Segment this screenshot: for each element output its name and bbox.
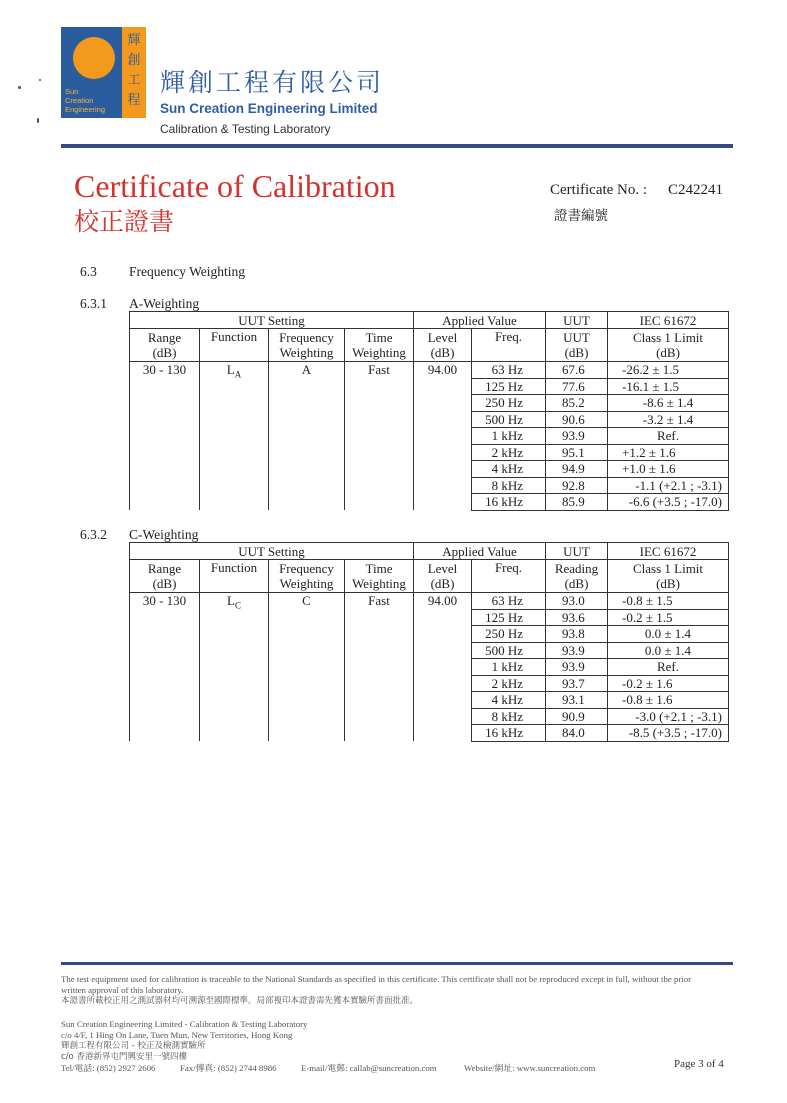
header-time-weighting: Time Weighting: [345, 560, 414, 593]
reading-cell: 93.8: [546, 626, 608, 643]
reading-cell: 93.0: [546, 593, 608, 610]
subsection-title: A-Weighting: [129, 296, 200, 311]
header-uut: UUT: [546, 543, 608, 560]
reading-cell: 93.9: [546, 642, 608, 659]
company-logo: [61, 27, 146, 118]
level-cell: 94.00: [414, 362, 472, 511]
reading-cell: 94.9: [546, 461, 608, 478]
footer-email[interactable]: E-mail/電郵: callab@suncreation.com: [301, 1063, 437, 1073]
freq-cell: 16 kHz: [472, 494, 546, 511]
freq-cell: 500 Hz: [472, 642, 546, 659]
freq-cell: 63 Hz: [472, 593, 546, 610]
header-rule: [61, 144, 733, 148]
reading-cell: 85.2: [546, 395, 608, 412]
level-cell: 94.00: [414, 593, 472, 742]
header-iec: IEC 61672: [608, 543, 729, 560]
freq-cell: 250 Hz: [472, 626, 546, 643]
reading-cell: 93.9: [546, 428, 608, 445]
header-uut: UUT: [546, 312, 608, 329]
header-reading: UUT (dB): [546, 329, 608, 362]
header-class-limit: Class 1 Limit (dB): [608, 560, 729, 593]
footer-fax: Fax/傳真: (852) 2744 8986: [180, 1063, 277, 1073]
header-range: Range (dB): [130, 329, 200, 362]
header-freq: Freq.: [472, 329, 546, 362]
header-function: Function: [200, 329, 269, 362]
reading-cell: 92.8: [546, 477, 608, 494]
footer-tel: Tel/電話: (852) 2927 2606: [61, 1063, 156, 1073]
header-class-limit: Class 1 Limit (dB): [608, 329, 729, 362]
reading-cell: 67.6: [546, 362, 608, 379]
footer-address: Sun Creation Engineering Limited - Calibration & Testing Laboratory c/o 4/F, 1 Hing On Lane, Tuen Mun, New Territories, Hong Kong 輝創工程有限公司 - 校正及檢測實驗所 c/o 香港新界屯門興安里一號四樓: [61, 1019, 308, 1062]
reading-cell: 85.9: [546, 494, 608, 511]
company-name-english: Sun Creation Engineering Limited: [160, 101, 378, 116]
header-range: Range (dB): [130, 560, 200, 593]
logo-text: Sun Creation Engineering: [65, 87, 106, 114]
freq-cell: 500 Hz: [472, 411, 546, 428]
freq-cell: 16 kHz: [472, 725, 546, 742]
function-cell: $L_A$: [200, 362, 269, 511]
header-freq: Freq.: [472, 560, 546, 593]
weighting-cell: C: [269, 593, 345, 742]
limit-cell: -26.2 ± 1.5: [608, 362, 729, 379]
certificate-title-chinese: 校正證書: [74, 207, 175, 236]
header-applied-value: Applied Value: [414, 543, 546, 560]
scan-speck: [39, 79, 41, 81]
subsection-number: 6.3.1: [80, 296, 107, 311]
freq-cell: 250 Hz: [472, 395, 546, 412]
limit-cell: 0.0 ± 1.4: [608, 626, 729, 643]
header-level: Level (dB): [414, 560, 472, 593]
certificate-number-label-chinese: 證書編號: [554, 208, 608, 224]
limit-cell: Ref.: [608, 659, 729, 676]
footer-website[interactable]: Website/網址: www.suncreation.com: [464, 1063, 596, 1073]
freq-cell: 2 kHz: [472, 444, 546, 461]
weighting-cell: A: [269, 362, 345, 511]
logo-sun: [73, 37, 115, 79]
limit-cell: +1.0 ± 1.6: [608, 461, 729, 478]
range-cell: 30 - 130: [130, 362, 200, 511]
freq-cell: 1 kHz: [472, 659, 546, 676]
limit-cell: -0.8 ± 1.5: [608, 593, 729, 610]
freq-cell: 4 kHz: [472, 461, 546, 478]
freq-cell: 8 kHz: [472, 477, 546, 494]
header-time-weighting: Time Weighting: [345, 329, 414, 362]
header-function: Function: [200, 560, 269, 593]
limit-cell: -1.1 (+2.1 ; -3.1): [608, 477, 729, 494]
time-weighting-cell: Fast: [345, 593, 414, 742]
range-cell: 30 - 130: [130, 593, 200, 742]
header-frequency-weighting: Frequency Weighting: [269, 329, 345, 362]
certificate-number-label: Certificate No. :: [550, 182, 648, 198]
freq-cell: 8 kHz: [472, 708, 546, 725]
limit-cell: -0.2 ± 1.6: [608, 675, 729, 692]
freq-cell: 1 kHz: [472, 428, 546, 445]
header-iec: IEC 61672: [608, 312, 729, 329]
scan-speck: [18, 86, 21, 89]
limit-cell: -3.0 (+2.1 ; -3.1): [608, 708, 729, 725]
limit-cell: -3.2 ± 1.4: [608, 411, 729, 428]
limit-cell: Ref.: [608, 428, 729, 445]
certificate-number: C242241: [668, 182, 724, 198]
a-weighting-table: [129, 311, 729, 511]
limit-cell: -16.1 ± 1.5: [608, 378, 729, 395]
scan-speck: [37, 118, 39, 123]
limit-cell: -8.5 (+3.5 ; -17.0): [608, 725, 729, 742]
header-applied-value: Applied Value: [414, 312, 546, 329]
header-uut-setting: UUT Setting: [130, 543, 414, 560]
reading-cell: 93.9: [546, 659, 608, 676]
limit-cell: -6.6 (+3.5 ; -17.0): [608, 494, 729, 511]
header-uut-setting: UUT Setting: [130, 312, 414, 329]
logo-chinese-chars: 輝 創 工 程: [127, 33, 141, 108]
reading-cell: 84.0: [546, 725, 608, 742]
header-level: Level (dB): [414, 329, 472, 362]
reading-cell: 93.1: [546, 692, 608, 709]
table-row: [130, 362, 729, 379]
header-reading: Reading (dB): [546, 560, 608, 593]
footer-rule: [61, 962, 733, 965]
header-frequency-weighting: Frequency Weighting: [269, 560, 345, 593]
c-weighting-table: [129, 542, 729, 742]
limit-cell: -8.6 ± 1.4: [608, 395, 729, 412]
freq-cell: 4 kHz: [472, 692, 546, 709]
freq-cell: 125 Hz: [472, 609, 546, 626]
limit-cell: +1.2 ± 1.6: [608, 444, 729, 461]
lab-name: Calibration & Testing Laboratory: [160, 122, 331, 136]
freq-cell: 125 Hz: [472, 378, 546, 395]
reading-cell: 90.9: [546, 708, 608, 725]
company-name-chinese: 輝創工程有限公司: [160, 68, 385, 97]
subsection-title: C-Weighting: [129, 527, 199, 542]
limit-cell: 0.0 ± 1.4: [608, 642, 729, 659]
table-row: [130, 593, 729, 610]
certificate-title: Certificate of Calibration: [74, 168, 396, 204]
function-cell: $L_C$: [200, 593, 269, 742]
section-number: 6.3: [80, 264, 97, 279]
page-number: Page 3 of 4: [674, 1058, 724, 1070]
reading-cell: 77.6: [546, 378, 608, 395]
reading-cell: 95.1: [546, 444, 608, 461]
section-title: Frequency Weighting: [129, 264, 246, 279]
freq-cell: 63 Hz: [472, 362, 546, 379]
time-weighting-cell: Fast: [345, 362, 414, 511]
limit-cell: -0.8 ± 1.6: [608, 692, 729, 709]
reading-cell: 93.6: [546, 609, 608, 626]
footer-disclaimer: The test equipment used for calibration is traceable to the National Standards as specified in this certificate. This certificate shall not be reproduced except in full, without the prior written approval of this laboratory. 本證書所載校正用之測試器材均可溯源至國際標準。局部複印本證書需先獲本實驗所書面批准。: [61, 974, 692, 1006]
reading-cell: 90.6: [546, 411, 608, 428]
subsection-number: 6.3.2: [80, 527, 107, 542]
freq-cell: 2 kHz: [472, 675, 546, 692]
reading-cell: 93.7: [546, 675, 608, 692]
limit-cell: -0.2 ± 1.5: [608, 609, 729, 626]
